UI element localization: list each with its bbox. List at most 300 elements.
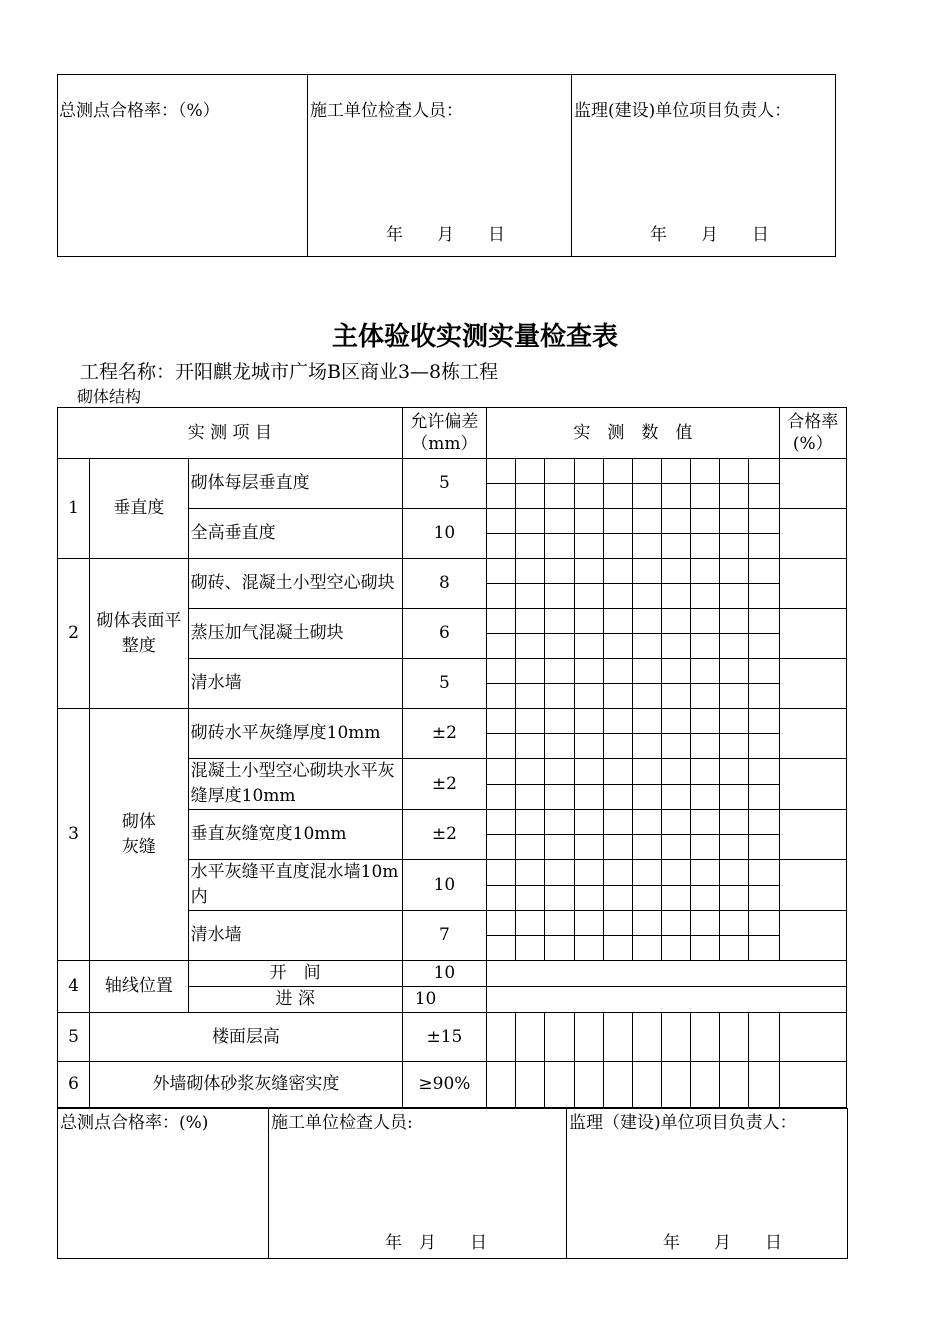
item-name: 开 间	[188, 961, 402, 987]
measure-cell[interactable]	[749, 810, 779, 835]
measure-cell[interactable]	[487, 1013, 516, 1062]
bottom-sign-block	[57, 1108, 848, 1259]
measure-cell[interactable]	[545, 860, 574, 886]
measure-cell[interactable]	[749, 1062, 779, 1108]
measure-cell[interactable]	[749, 1013, 779, 1062]
item-name: 砌砖、混凝土小型空心砌块	[188, 559, 402, 609]
pass-rate-cell[interactable]	[779, 860, 846, 911]
item-name: 砌体每层垂直度	[188, 459, 402, 509]
measure-cell[interactable]	[574, 609, 603, 634]
measure-cell[interactable]	[516, 509, 545, 534]
measure-cell[interactable]	[691, 609, 720, 634]
measure-cell[interactable]	[691, 860, 720, 886]
measure-cell[interactable]	[661, 759, 690, 785]
measure-cell[interactable]	[691, 534, 720, 559]
measure-cell[interactable]	[487, 459, 516, 484]
measure-cell[interactable]	[545, 936, 574, 961]
group-name: 外墙砌体砂浆灰缝密实度	[90, 1062, 403, 1108]
measure-cell[interactable]	[661, 911, 690, 936]
measure-cell[interactable]	[691, 885, 720, 911]
bottom-rate-label: 总测点合格率：(%)	[60, 1113, 209, 1133]
measure-cell[interactable]	[749, 659, 779, 684]
measure-cell[interactable]	[720, 709, 749, 734]
measure-cell[interactable]	[632, 709, 661, 734]
measure-cell[interactable]	[749, 885, 779, 911]
measure-cell[interactable]	[545, 810, 574, 835]
tolerance-value: ≥90%	[402, 1062, 486, 1108]
measure-cell[interactable]	[632, 911, 661, 936]
measure-cell[interactable]	[487, 987, 847, 1013]
measure-cell[interactable]	[603, 509, 632, 534]
measure-cell[interactable]	[749, 534, 779, 559]
measure-cell[interactable]	[516, 459, 545, 484]
inspection-table	[57, 407, 847, 1108]
top-divider-2	[571, 74, 572, 257]
measure-cell[interactable]	[487, 810, 516, 835]
pass-rate-cell[interactable]	[779, 609, 846, 659]
measure-cell[interactable]	[603, 810, 632, 835]
measure-cell[interactable]	[720, 810, 749, 835]
measure-cell[interactable]	[603, 759, 632, 785]
row-number: 1	[58, 459, 90, 559]
measure-cell[interactable]	[661, 534, 690, 559]
measure-cell[interactable]	[691, 810, 720, 835]
group-name: 楼面层高	[90, 1013, 403, 1062]
measure-cell[interactable]	[545, 584, 574, 609]
table-row	[58, 1062, 847, 1108]
measure-cell[interactable]	[545, 885, 574, 911]
measure-cell[interactable]	[574, 784, 603, 810]
measure-cell[interactable]	[574, 684, 603, 709]
measure-cell[interactable]	[603, 584, 632, 609]
measure-cell[interactable]	[545, 709, 574, 734]
table-row	[58, 1013, 847, 1062]
measure-cell[interactable]	[487, 659, 516, 684]
measure-cell[interactable]	[574, 835, 603, 860]
pass-rate-cell[interactable]	[779, 459, 846, 509]
measure-cell[interactable]	[632, 559, 661, 584]
measure-cell[interactable]	[632, 1062, 661, 1108]
measure-cell[interactable]	[574, 509, 603, 534]
tolerance-value: ±2	[402, 759, 486, 810]
measure-cell[interactable]	[487, 484, 516, 509]
measure-cell[interactable]	[516, 534, 545, 559]
measure-cell[interactable]	[574, 634, 603, 659]
measure-cell[interactable]	[691, 684, 720, 709]
measure-cell[interactable]	[661, 559, 690, 584]
measure-cell[interactable]	[632, 759, 661, 785]
measure-cell[interactable]	[691, 484, 720, 509]
measure-cell[interactable]	[691, 509, 720, 534]
measure-cell[interactable]	[632, 835, 661, 860]
measure-cell[interactable]	[516, 835, 545, 860]
group-name: 砌体灰缝	[90, 709, 188, 961]
measure-cell[interactable]	[720, 684, 749, 709]
item-name: 水平灰缝平直度混水墙10m内	[188, 860, 402, 911]
pass-rate-cell[interactable]	[779, 1062, 846, 1108]
measure-cell[interactable]	[574, 885, 603, 911]
top-divider-1	[307, 74, 308, 257]
measure-cell[interactable]	[691, 659, 720, 684]
measure-cell[interactable]	[691, 1062, 720, 1108]
measure-cell[interactable]	[574, 659, 603, 684]
item-name: 砌砖水平灰缝厚度10mm	[188, 709, 402, 759]
measure-cell[interactable]	[516, 484, 545, 509]
pass-rate-cell[interactable]	[779, 759, 846, 810]
measure-cell[interactable]	[749, 784, 779, 810]
tolerance-value: 10	[402, 987, 486, 1013]
measure-cell[interactable]	[749, 860, 779, 886]
measure-cell[interactable]	[632, 534, 661, 559]
measure-cell[interactable]	[545, 911, 574, 936]
top-rate-label: 总测点合格率：（%）	[59, 101, 220, 121]
measure-cell[interactable]	[516, 634, 545, 659]
measure-cell[interactable]	[661, 936, 690, 961]
measure-cell[interactable]	[545, 1013, 574, 1062]
measure-cell[interactable]	[574, 734, 603, 759]
item-name: 清水墙	[188, 659, 402, 709]
measure-cell[interactable]	[487, 684, 516, 709]
measure-cell[interactable]	[749, 609, 779, 634]
measure-cell[interactable]	[661, 1013, 690, 1062]
measure-cell[interactable]	[574, 484, 603, 509]
row-number: 6	[58, 1062, 90, 1108]
measure-cell[interactable]	[661, 835, 690, 860]
tolerance-value: ±2	[402, 709, 486, 759]
measure-cell[interactable]	[661, 784, 690, 810]
measure-cell[interactable]	[487, 709, 516, 734]
measure-cell[interactable]	[603, 484, 632, 509]
measure-cell[interactable]	[720, 609, 749, 634]
measure-cell[interactable]	[632, 784, 661, 810]
tolerance-value: 7	[402, 911, 486, 961]
measure-cell[interactable]	[516, 684, 545, 709]
measure-cell[interactable]	[632, 734, 661, 759]
group-name: 砌体表面平整度	[90, 559, 188, 709]
measure-cell[interactable]	[661, 734, 690, 759]
measure-cell[interactable]	[574, 759, 603, 785]
measure-cell[interactable]	[487, 860, 516, 886]
measure-cell[interactable]	[516, 709, 545, 734]
measure-cell[interactable]	[720, 784, 749, 810]
project-name: 工程名称：开阳麒龙城市广场B区商业3—8栋工程	[80, 361, 499, 383]
measure-cell[interactable]	[720, 534, 749, 559]
measure-cell[interactable]	[545, 459, 574, 484]
measure-cell[interactable]	[720, 835, 749, 860]
measure-cell[interactable]	[487, 885, 516, 911]
table-row	[58, 459, 847, 484]
measure-cell[interactable]	[749, 509, 779, 534]
measure-cell[interactable]	[720, 759, 749, 785]
pass-rate-cell[interactable]	[779, 659, 846, 709]
measure-cell[interactable]	[574, 709, 603, 734]
measure-cell[interactable]	[516, 936, 545, 961]
row-number: 5	[58, 1013, 90, 1062]
measure-cell[interactable]	[574, 584, 603, 609]
measure-cell[interactable]	[691, 734, 720, 759]
measure-cell[interactable]	[661, 684, 690, 709]
measure-cell[interactable]	[749, 459, 779, 484]
tolerance-value: 6	[402, 609, 486, 659]
measure-cell[interactable]	[661, 484, 690, 509]
tolerance-value: ±2	[402, 810, 486, 860]
tolerance-value: 10	[402, 860, 486, 911]
measure-cell[interactable]	[574, 936, 603, 961]
measure-cell[interactable]	[603, 709, 632, 734]
measure-cell[interactable]	[603, 1013, 632, 1062]
measure-cell[interactable]	[720, 484, 749, 509]
measure-cell[interactable]	[603, 609, 632, 634]
measure-cell[interactable]	[574, 1013, 603, 1062]
tolerance-value: 10	[402, 961, 486, 987]
bottom-date-right: 年 月 日	[663, 1233, 782, 1253]
measure-cell[interactable]	[603, 1062, 632, 1108]
measure-cell[interactable]	[487, 584, 516, 609]
measure-cell[interactable]	[545, 734, 574, 759]
top-inspector-label: 施工单位检查人员：	[310, 101, 463, 121]
header-item: 实 测 项 目	[58, 408, 403, 459]
measure-cell[interactable]	[661, 1062, 690, 1108]
bottom-inspector-cell	[269, 1109, 567, 1259]
measure-cell[interactable]	[632, 810, 661, 835]
measure-cell[interactable]	[632, 584, 661, 609]
measure-cell[interactable]	[749, 936, 779, 961]
pass-rate-cell[interactable]	[779, 709, 846, 759]
measure-cell[interactable]	[487, 936, 516, 961]
header-pass-rate: 合格率(%）	[779, 408, 846, 459]
bottom-inspector-label: 施工单位检查人员:	[271, 1113, 413, 1133]
measure-cell[interactable]	[487, 961, 847, 987]
measure-cell[interactable]	[487, 609, 516, 634]
measure-cell[interactable]	[632, 484, 661, 509]
measure-cell[interactable]	[516, 860, 545, 886]
measure-cell[interactable]	[545, 784, 574, 810]
measure-cell[interactable]	[749, 634, 779, 659]
measure-cell[interactable]	[749, 559, 779, 584]
measure-cell[interactable]	[516, 734, 545, 759]
measure-cell[interactable]	[574, 559, 603, 584]
measure-cell[interactable]	[749, 734, 779, 759]
measure-cell[interactable]	[603, 634, 632, 659]
pass-rate-cell[interactable]	[779, 911, 846, 961]
top-date-right: 年 月 日	[650, 225, 769, 245]
measure-cell[interactable]	[487, 534, 516, 559]
measure-cell[interactable]	[661, 459, 690, 484]
measure-cell[interactable]	[574, 810, 603, 835]
measure-cell[interactable]	[632, 885, 661, 911]
measure-cell[interactable]	[516, 659, 545, 684]
measure-cell[interactable]	[603, 911, 632, 936]
bottom-supervisor-cell	[567, 1109, 848, 1259]
measure-cell[interactable]	[545, 759, 574, 785]
measure-cell[interactable]	[720, 1013, 749, 1062]
tolerance-value: 8	[402, 559, 486, 609]
measure-cell[interactable]	[720, 885, 749, 911]
measure-cell[interactable]	[632, 634, 661, 659]
item-name: 垂直灰缝宽度10mm	[188, 810, 402, 860]
measure-cell[interactable]	[516, 609, 545, 634]
measure-cell[interactable]	[749, 584, 779, 609]
measure-cell[interactable]	[487, 759, 516, 785]
measure-cell[interactable]	[603, 559, 632, 584]
measure-cell[interactable]	[487, 911, 516, 936]
measure-cell[interactable]	[545, 609, 574, 634]
measure-cell[interactable]	[720, 509, 749, 534]
row-number: 3	[58, 709, 90, 961]
bottom-rate-cell	[58, 1109, 269, 1259]
measure-cell[interactable]	[603, 936, 632, 961]
measure-cell[interactable]	[487, 784, 516, 810]
measure-cell[interactable]	[661, 860, 690, 886]
measure-cell[interactable]	[691, 634, 720, 659]
measure-cell[interactable]	[603, 784, 632, 810]
measure-cell[interactable]	[691, 584, 720, 609]
row-number: 2	[58, 559, 90, 709]
measure-cell[interactable]	[516, 1062, 545, 1108]
measure-cell[interactable]	[720, 1062, 749, 1108]
measure-cell[interactable]	[691, 759, 720, 785]
pass-rate-cell[interactable]	[779, 509, 846, 559]
measure-cell[interactable]	[632, 684, 661, 709]
measure-cell[interactable]	[603, 684, 632, 709]
measure-cell[interactable]	[603, 860, 632, 886]
measure-cell[interactable]	[691, 1013, 720, 1062]
measure-cell[interactable]	[661, 584, 690, 609]
measure-cell[interactable]	[691, 784, 720, 810]
tolerance-value: 5	[402, 659, 486, 709]
measure-cell[interactable]	[661, 609, 690, 634]
header-tolerance: 允许偏差（mm）	[402, 408, 486, 459]
measure-cell[interactable]	[545, 1062, 574, 1108]
measure-cell[interactable]	[749, 684, 779, 709]
measure-cell[interactable]	[749, 709, 779, 734]
pass-rate-cell[interactable]	[779, 810, 846, 860]
tolerance-value: ±15	[402, 1013, 486, 1062]
measure-cell[interactable]	[487, 734, 516, 759]
measure-cell[interactable]	[720, 860, 749, 886]
measure-cell[interactable]	[487, 835, 516, 860]
group-name: 轴线位置	[90, 961, 188, 1013]
measure-cell[interactable]	[632, 509, 661, 534]
measure-cell[interactable]	[574, 459, 603, 484]
table-row	[58, 559, 847, 584]
measure-cell[interactable]	[487, 1062, 516, 1108]
measure-cell[interactable]	[545, 659, 574, 684]
measure-cell[interactable]	[545, 484, 574, 509]
item-name: 蒸压加气混凝土砌块	[188, 609, 402, 659]
section-label: 砌体结构	[77, 387, 142, 406]
measure-cell[interactable]	[545, 684, 574, 709]
measure-cell[interactable]	[749, 759, 779, 785]
measure-cell[interactable]	[661, 885, 690, 911]
measure-cell[interactable]	[516, 1013, 545, 1062]
row-number: 4	[58, 961, 90, 1013]
measure-cell[interactable]	[574, 860, 603, 886]
measure-cell[interactable]	[632, 936, 661, 961]
measure-cell[interactable]	[691, 459, 720, 484]
measure-cell[interactable]	[545, 634, 574, 659]
measure-cell[interactable]	[661, 634, 690, 659]
item-name: 全高垂直度	[188, 509, 402, 559]
tolerance-value: 10	[402, 509, 486, 559]
measure-cell[interactable]	[574, 1062, 603, 1108]
measure-cell[interactable]	[720, 734, 749, 759]
measure-cell[interactable]	[574, 911, 603, 936]
measure-cell[interactable]	[516, 559, 545, 584]
tolerance-value: 5	[402, 459, 486, 509]
measure-cell[interactable]	[545, 509, 574, 534]
measure-cell[interactable]	[661, 509, 690, 534]
item-name: 混凝土小型空心砌块水平灰缝厚度10mm	[188, 759, 402, 810]
page-title: 主体验收实测实量检查表	[331, 322, 618, 352]
measure-cell[interactable]	[632, 860, 661, 886]
measure-cell[interactable]	[720, 559, 749, 584]
measure-cell[interactable]	[603, 459, 632, 484]
measure-cell[interactable]	[661, 709, 690, 734]
measure-cell[interactable]	[720, 459, 749, 484]
measure-cell[interactable]	[661, 810, 690, 835]
measure-cell[interactable]	[691, 559, 720, 584]
measure-cell[interactable]	[603, 534, 632, 559]
pass-rate-cell[interactable]	[779, 559, 846, 609]
measure-cell[interactable]	[720, 659, 749, 684]
measure-cell[interactable]	[574, 534, 603, 559]
measure-cell[interactable]	[749, 484, 779, 509]
item-name: 进 深	[188, 987, 402, 1013]
measure-cell[interactable]	[487, 509, 516, 534]
measure-cell[interactable]	[603, 885, 632, 911]
measure-cell[interactable]	[487, 634, 516, 659]
measure-cell[interactable]	[516, 784, 545, 810]
measure-cell[interactable]	[632, 1013, 661, 1062]
bottom-date-left: 年 月 日	[385, 1233, 487, 1253]
group-name: 垂直度	[90, 459, 188, 559]
measure-cell[interactable]	[749, 911, 779, 936]
measure-cell[interactable]	[632, 609, 661, 634]
measure-cell[interactable]	[545, 534, 574, 559]
measure-cell[interactable]	[720, 584, 749, 609]
measure-cell[interactable]	[661, 659, 690, 684]
measure-cell[interactable]	[516, 759, 545, 785]
table-row	[58, 961, 847, 987]
header-measured: 实 测 数 值	[487, 408, 779, 459]
bottom-supervisor-label: 监理（建设)单位项目负责人：	[569, 1113, 797, 1133]
measure-cell[interactable]	[691, 911, 720, 936]
measure-cell[interactable]	[749, 835, 779, 860]
measure-cell[interactable]	[720, 911, 749, 936]
measure-cell[interactable]	[516, 584, 545, 609]
measure-cell[interactable]	[545, 835, 574, 860]
measure-cell[interactable]	[691, 835, 720, 860]
measure-cell[interactable]	[603, 659, 632, 684]
measure-cell[interactable]	[516, 911, 545, 936]
measure-cell[interactable]	[516, 810, 545, 835]
measure-cell[interactable]	[720, 634, 749, 659]
pass-rate-cell[interactable]	[779, 1013, 846, 1062]
measure-cell[interactable]	[720, 936, 749, 961]
measure-cell[interactable]	[632, 659, 661, 684]
measure-cell[interactable]	[603, 835, 632, 860]
measure-cell[interactable]	[487, 559, 516, 584]
measure-cell[interactable]	[545, 559, 574, 584]
measure-cell[interactable]	[691, 936, 720, 961]
top-date-left: 年 月 日	[386, 225, 505, 245]
measure-cell[interactable]	[516, 885, 545, 911]
measure-cell[interactable]	[632, 459, 661, 484]
measure-cell[interactable]	[603, 734, 632, 759]
measure-cell[interactable]	[691, 709, 720, 734]
table-row	[58, 709, 847, 734]
